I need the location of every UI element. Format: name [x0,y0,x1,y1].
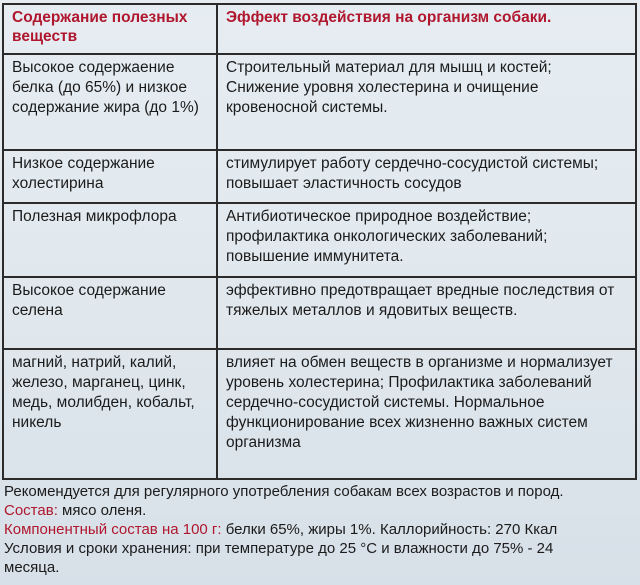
storage-text-line2: месяца. [4,559,60,576]
composition-label: Состав: [4,502,58,519]
table-row [3,54,636,150]
effect-cell: эффективно предотвращает вредные последствия от тяжелых металлов и ядовитых веществ. [217,277,636,349]
table-row [3,150,636,203]
substance-cell: Высокое содержаение белка (до 65%) и низкое содержание жира (до 1%) [3,54,217,150]
table-row [3,349,636,479]
substance-cell: магний, натрий, калий, железо, марганец, цинк, медь, молибден, кобальт, никель [3,349,217,479]
effect-cell: влияет на обмен веществ в организме и нормализует уровень холестерина; Профилактика заболеваний сердечно-сосудистой системы. Нормальное функционирование всех жизненно важных систем организма [217,349,636,479]
header-effect: Эффект воздействия на организм собаки. [217,4,636,54]
table-row [3,277,636,349]
components-line [4,520,638,539]
table-header-row [3,4,636,54]
storage-text-line1: Условия и сроки хранения: при температуре до 25 °С и влажности до 75% - 24 [4,540,554,557]
label-footer [4,482,638,577]
recommendation-text: Рекомендуется для регулярного употребления собакам всех возрастов и пород. [4,483,564,500]
composition-line [4,501,638,520]
effect-cell: стимулирует работу сердечно-сосудистой системы; повышает эластичность сосудов [217,150,636,203]
substance-cell: Высокое содержание селена [3,277,217,349]
nutrition-table [2,3,637,480]
header-substances: Содержание полезных веществ [3,4,217,54]
substance-cell: Полезная микрофлора [3,203,217,277]
effect-cell: Строительный материал для мышц и костей; Снижение уровня холестерина и очищение кровеносной системы. [217,54,636,150]
substance-cell: Низкое содержание холестирина [3,150,217,203]
table-row [3,203,636,277]
effect-cell: Антибиотическое природное воздействие; профилактика онкологических заболеваний; повышение иммунитета. [217,203,636,277]
composition-value: мясо оленя. [57,502,147,519]
components-label: Компонентный состав на 100 г: [4,521,222,538]
components-value: белки 65%, жиры 1%. Каллорийность: 270 Ккал [221,521,558,538]
